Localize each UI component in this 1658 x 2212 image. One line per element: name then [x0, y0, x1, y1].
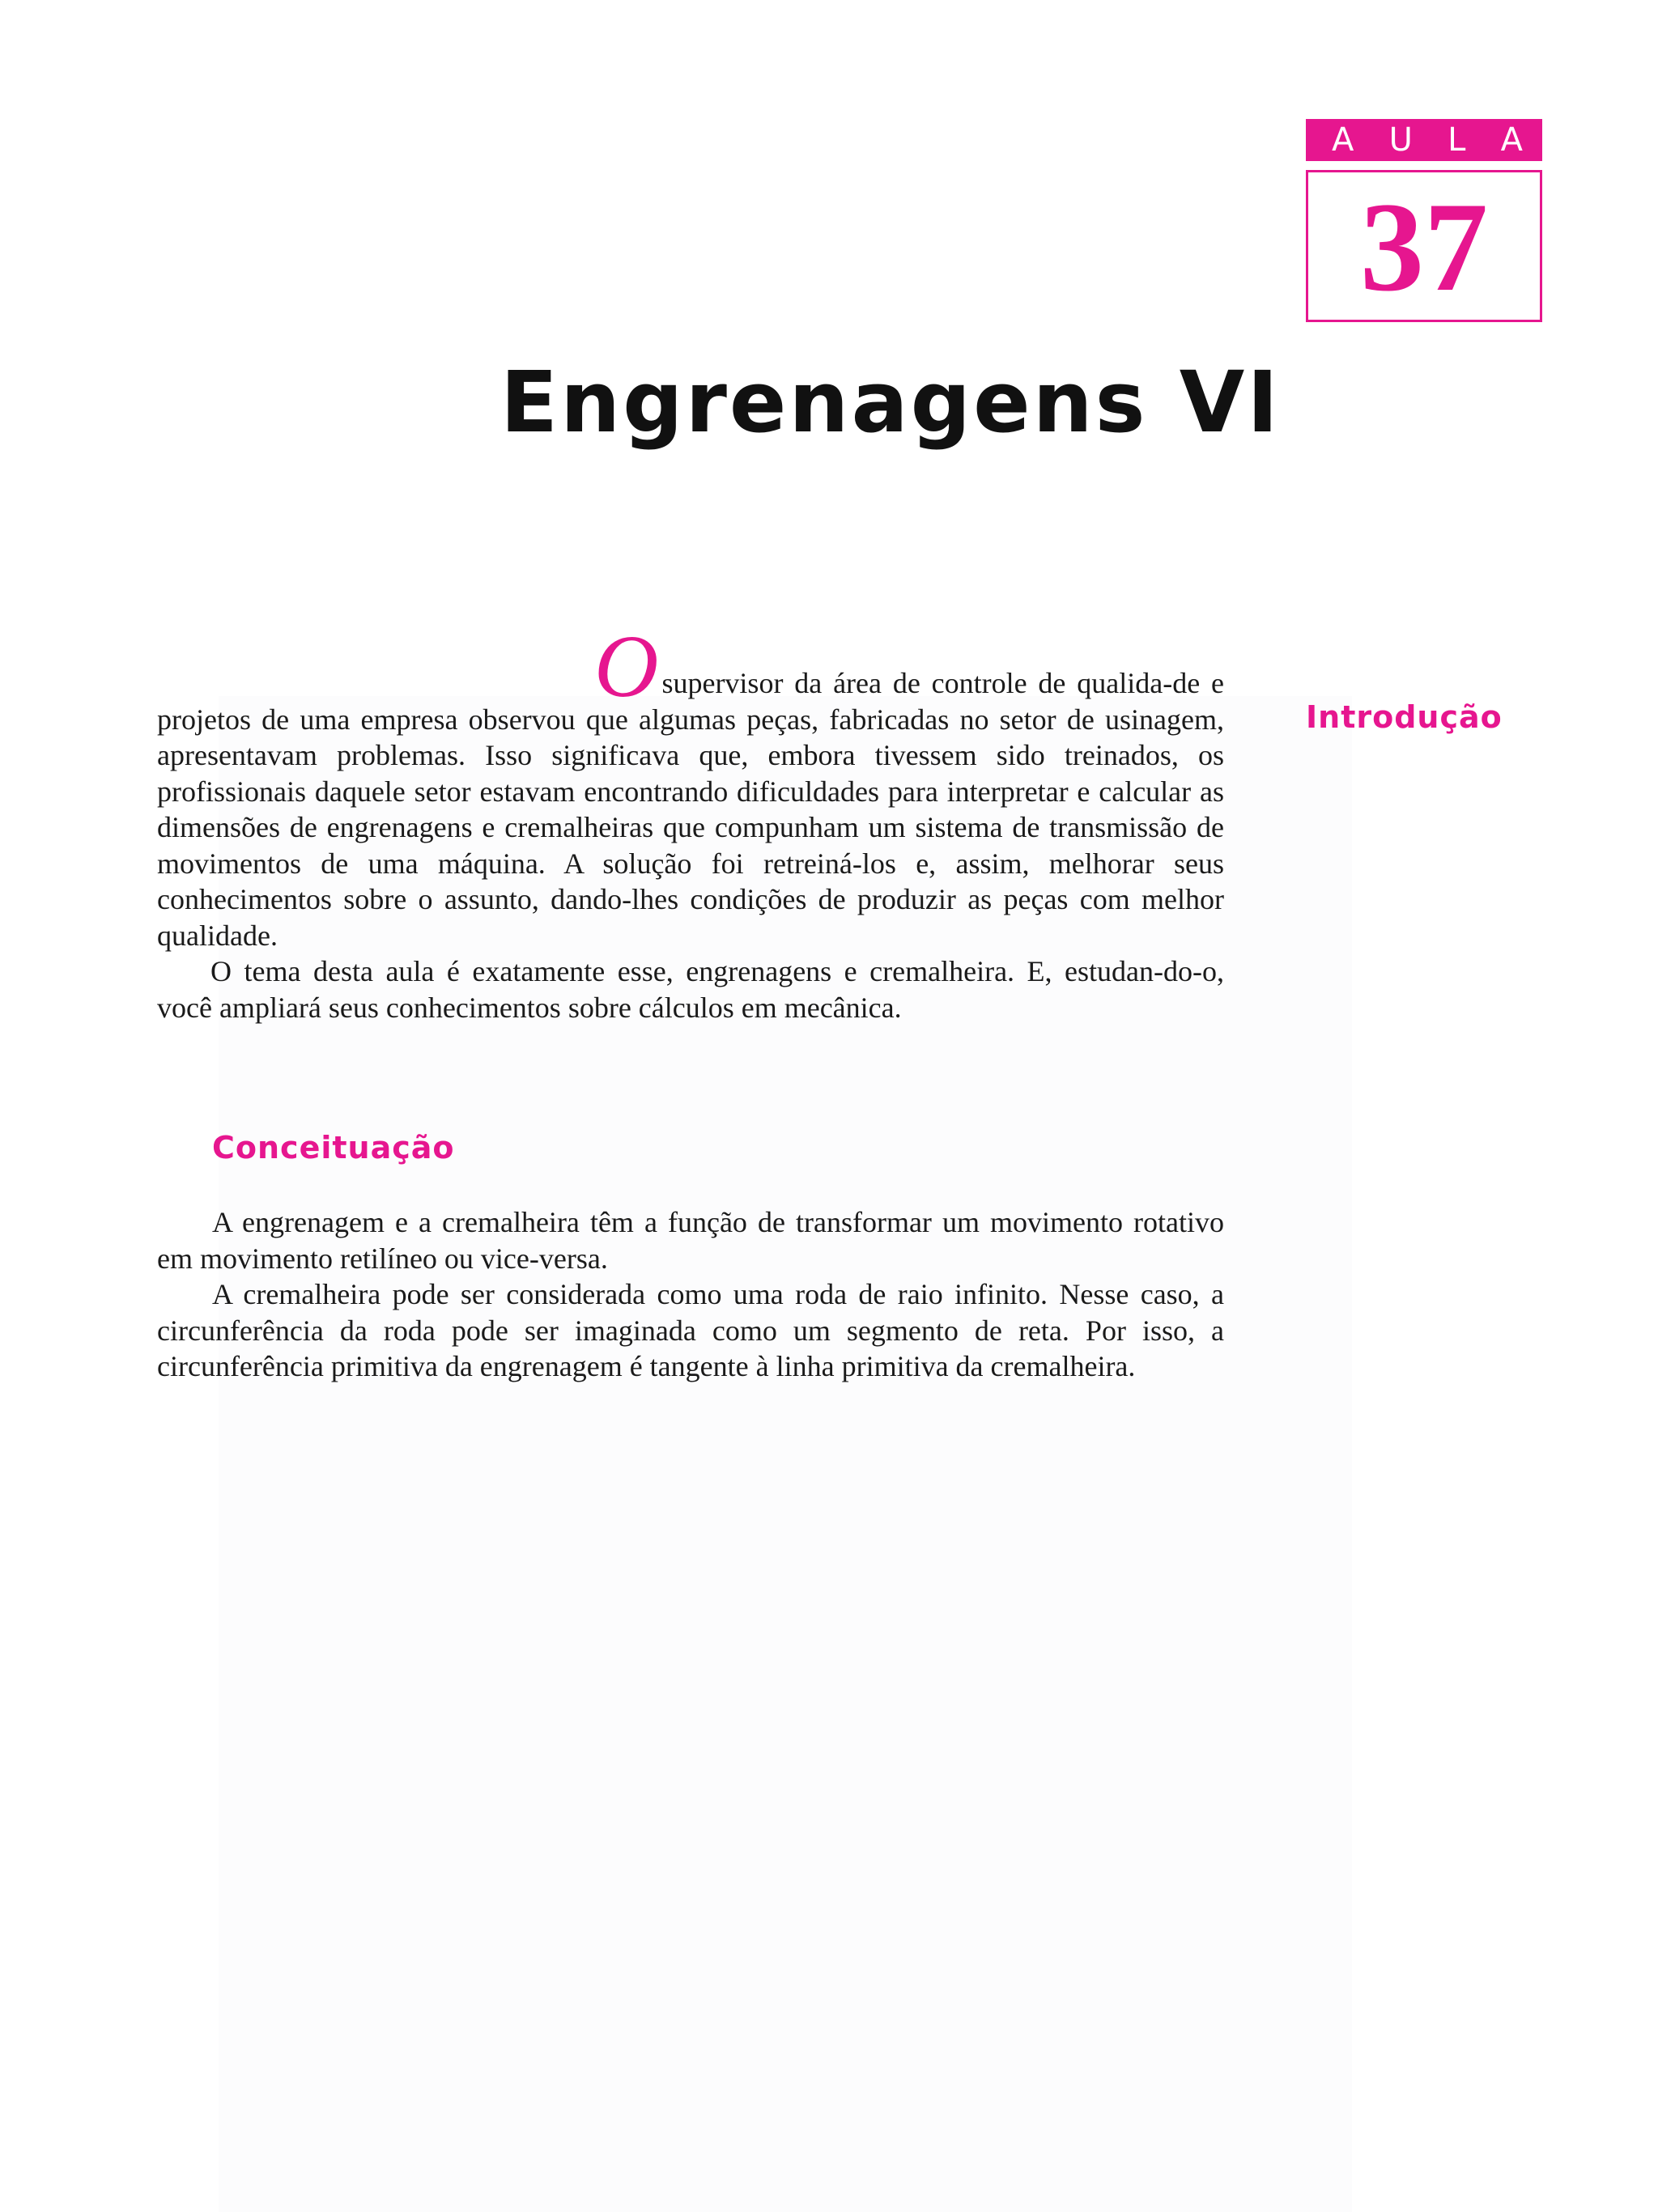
lesson-number: 37: [1360, 176, 1488, 318]
concept-paragraph: A cremalheira pode ser considerada como uma roda de raio infinito. Nesse caso, a circunferência da roda pode ser imaginada como um segmento de reta. Por isso, a circunferência primitiva da engrenagem é tangente à linha primitiva da cremalheira.: [157, 1278, 1224, 1382]
intro-paragraph-1: Osupervisor da área de controle de qualida-de e projetos de uma empresa observou que algumas peças, fabricadas no setor de usinagem, apresentavam problemas. Isso significava que, embora tivessem sido treinados, os profissionais daquele setor estavam encontrando dificuldades para interpretar e calcular as dimensões de engrenagens e cremalheiras que compunham um sistema de transmissão de movimentos de uma máquina. A solução foi retreiná-los e, assim, melhorar seus conhecimentos sobre o assunto, dando-lhes condições de produzir as peças com melhor qualidade.: [157, 617, 1224, 952]
aula-letter: A: [1332, 121, 1354, 159]
side-heading-introducao: Introdução: [1306, 699, 1503, 735]
concept-paragraph: A engrenagem e a cremalheira têm a função de transformar um movimento rotativo em movimento retilíneo ou vice-versa.: [157, 1206, 1224, 1275]
page-title: Engrenagens VI: [500, 353, 1281, 452]
intro-paragraph-1-text: supervisor da área de controle de qualida-de e projetos de uma empresa observou que algumas peças, fabricadas no setor de usinagem, apresentavam problemas. Isso significava que, embora tivessem sido treinados, os profissionais daquele setor estavam encontrando dificuldades para interpretar e calcular as dimensões de engrenagens e cremalheiras que compunham um sistema de transmissão de movimentos de uma máquina. A solução foi retreiná-los e, assim, melhorar seus conhecimentos sobre o assunto, dando-lhes condições de produzir as peças com melhor qualidade.: [157, 667, 1224, 952]
section-heading-conceituacao: Conceituação: [212, 1130, 455, 1165]
aula-letter: A: [1500, 121, 1523, 159]
intro-text: [157, 617, 1224, 1025]
aula-letter: L: [1448, 121, 1466, 159]
lesson-number-box: [1306, 170, 1542, 322]
intro-paragraph-2: O tema desta aula é exatamente esse, engrenagens e cremalheira. E, estudan-do-o, você ampliará seus conhecimentos sobre cálculos em mecânica.: [157, 955, 1224, 1024]
aula-label-box: [1306, 119, 1542, 161]
aula-letter: U: [1388, 121, 1413, 159]
concept-text: [157, 1204, 1224, 1385]
